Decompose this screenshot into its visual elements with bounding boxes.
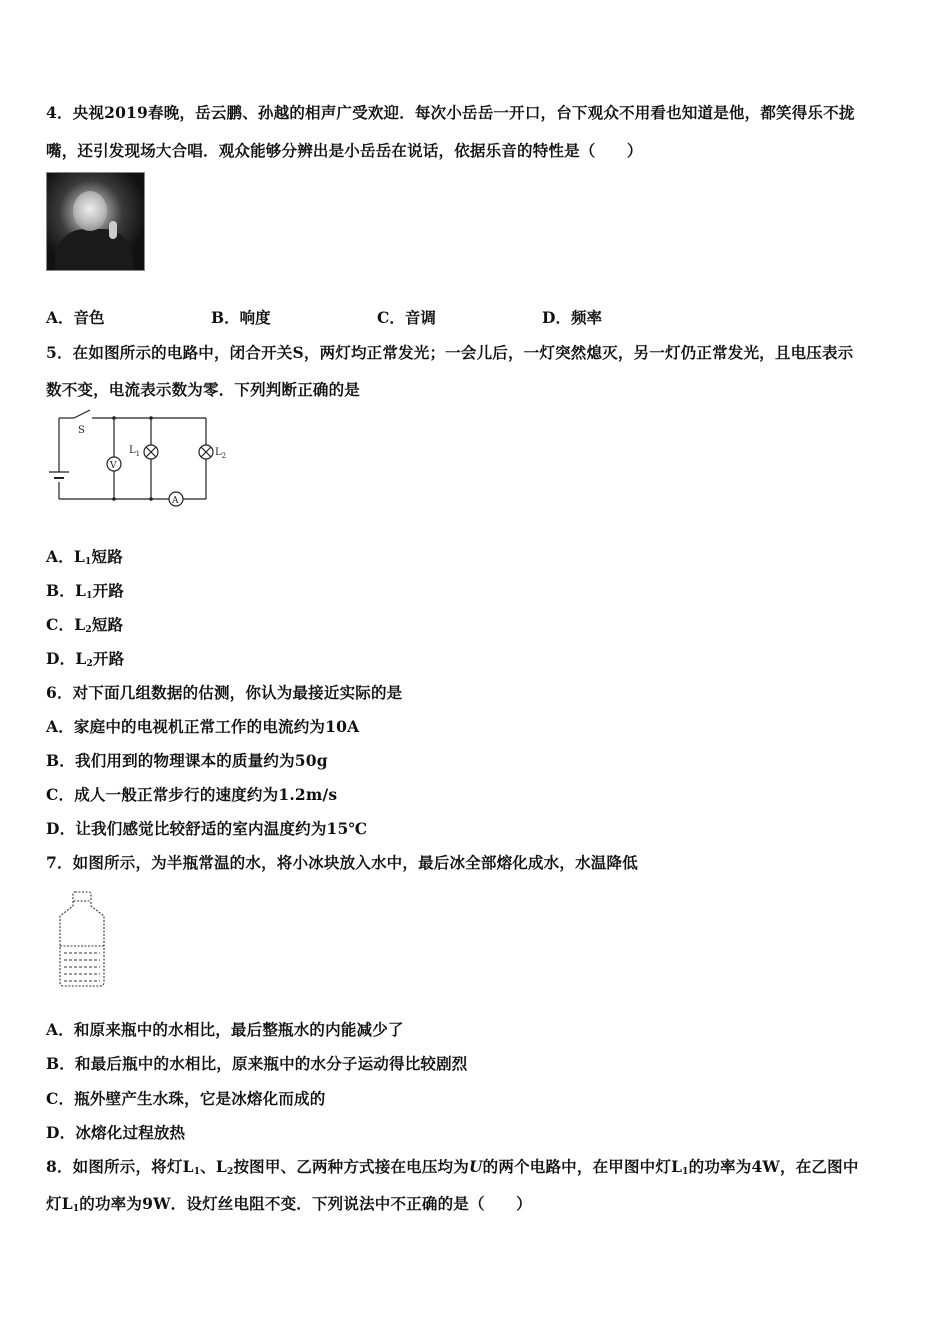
q7-option-a: A．和原来瓶中的水相比，最后整瓶水的内能减少了: [46, 1020, 404, 1039]
switch-label: S: [78, 425, 85, 436]
q6-option-b: B．我们用到的物理课本的质量约为50g: [46, 751, 328, 770]
q6-option-a: A．家庭中的电视机正常工作的电流约为10A: [46, 717, 360, 736]
q4-photo: [46, 172, 145, 271]
q5-circuit-diagram: [44, 406, 244, 510]
q5-stem-line2: 数不变，电流表示数为零．下列判断正确的是: [46, 380, 361, 399]
q4-option-b: B．响度: [211, 308, 271, 327]
lamp-l2-label: $L_2$: [215, 447, 227, 460]
q4-option-c: C．音调: [377, 308, 436, 327]
q7-stem: 7．如图所示，为半瓶常温的水，将小冰块放入水中，最后冰全部熔化成水，水温降低: [46, 853, 638, 872]
q4-stem-line2: 嘴，还引发现场大合唱．观众能够分辨出是小岳岳在说话，依据乐音的特性是（ ）: [46, 141, 643, 160]
q5-option-a: A．$L_1$短路: [46, 547, 123, 567]
q5-option-b: B．$L_1$开路: [46, 581, 124, 601]
q8-stem-line1: 8．如图所示，将灯$L_1$、$L_2$按图甲、乙两种方式接在电压均为U的两个电路中，在甲图中灯$L_1$的功率为4W，在乙图中: [46, 1157, 859, 1177]
q6-option-d: D．让我们感觉比较舒适的室内温度约为15℃: [46, 819, 368, 838]
switch-blade: [74, 410, 90, 418]
q4-stem-line1: 4．央视2019春晚，岳云鹏、孙越的相声广受欢迎．每次小岳岳一开口，台下观众不用看也知道是他，都笑得乐不拢: [46, 103, 855, 122]
q7-option-c: C．瓶外壁产生水珠，它是冰熔化而成的: [46, 1089, 326, 1108]
q4-option-d: D．频率: [542, 308, 602, 327]
voltmeter-label: V: [110, 461, 117, 471]
q8-stem-line2: 灯$L_1$的功率为9W．设灯丝电阻不变．下列说法中不正确的是（ ）: [46, 1194, 532, 1214]
q7-option-d: D．冰熔化过程放热: [46, 1123, 186, 1142]
q7-bottle-diagram: [54, 890, 114, 990]
q4-option-a: A．音色: [46, 308, 105, 327]
q7-option-b: B．和最后瓶中的水相比，原来瓶中的水分子运动得比较剧烈: [46, 1054, 468, 1073]
q5-stem-line1: 5．在如图所示的电路中，闭合开关S，两灯均正常发光；一会儿后，一灯突然熄灭，另一灯仍正常发光，且电压表示: [46, 343, 854, 362]
q6-stem: 6．对下面几组数据的估测，你认为最接近实际的是: [46, 683, 403, 702]
lamp-l1-label: $L_1$: [129, 445, 141, 458]
q6-option-c: C．成人一般正常步行的速度约为1.2m/s: [46, 785, 338, 804]
q5-option-c: C．$L_2$短路: [46, 615, 124, 635]
ammeter-label: A: [172, 496, 179, 506]
q5-option-d: D．$L_2$开路: [46, 649, 125, 669]
